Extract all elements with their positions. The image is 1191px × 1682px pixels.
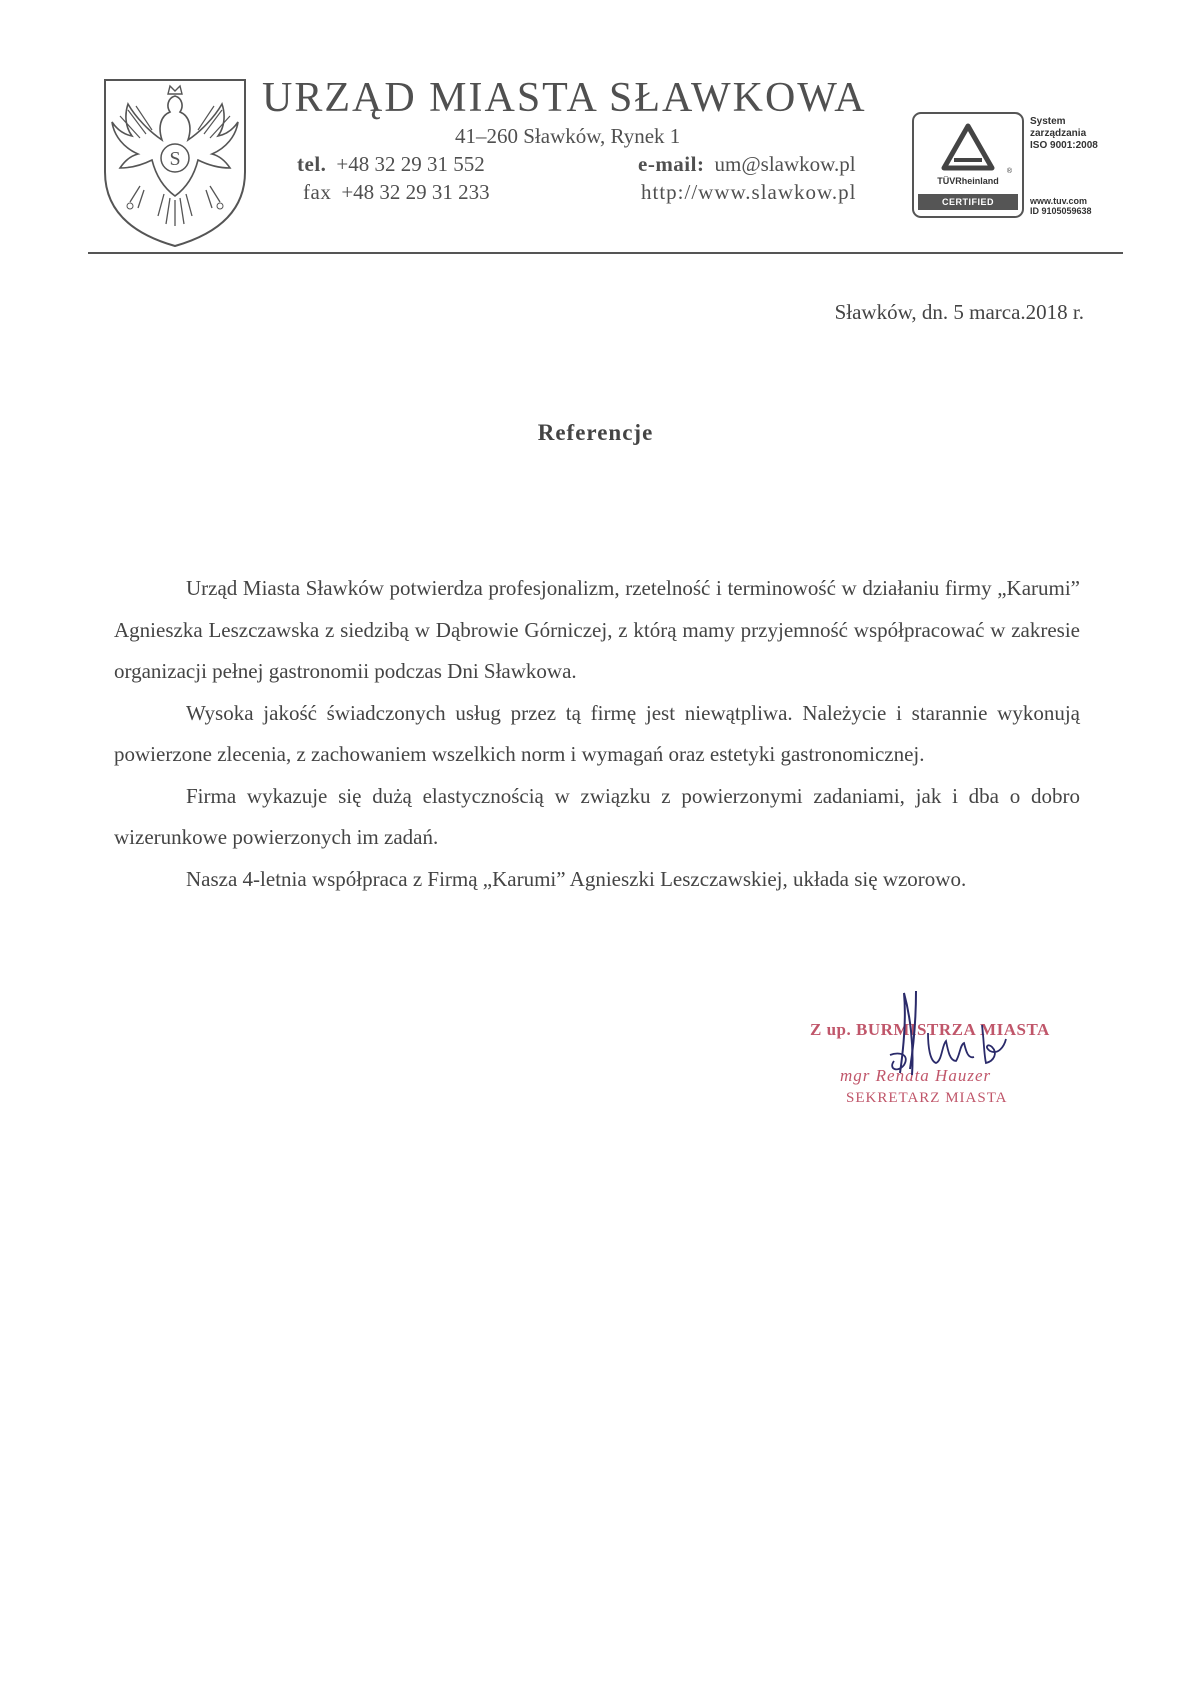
tuv-triangle-icon [940, 122, 996, 174]
registered-mark-icon: ® [1006, 168, 1012, 175]
svg-text:S: S [169, 148, 181, 170]
phone-label: tel. [297, 152, 327, 176]
coat-of-arms-eagle-icon [100, 76, 250, 248]
office-title: URZĄD MIASTA SŁAWKOWA [262, 75, 867, 121]
letterhead-divider [88, 252, 1123, 254]
iso-line: System [1030, 116, 1066, 127]
certificate-id: ID 9105059638 [1030, 206, 1092, 216]
stamp-signatory: mgr Renata Hauzer [840, 1066, 992, 1085]
email-label: e-mail: [638, 152, 705, 176]
phone-number: +48 32 29 31 552 [336, 152, 485, 176]
fax-number: +48 32 29 31 233 [341, 180, 490, 204]
phone-line [297, 152, 485, 177]
letter-subject: Referencje [537, 420, 654, 445]
email-line [638, 152, 856, 177]
certification-site [1030, 196, 1120, 216]
stamp-position: SEKRETARZ MIASTA [846, 1090, 1008, 1106]
letter-date: Sławków, dn. 5 marca.2018 r. [834, 300, 1084, 324]
body-paragraph: Firma wykazuje się dużą elastycznością w związku z powierzonymi zadaniami, jak i dba o dobro wizerunkowe powierzonych im zadań. [114, 783, 1080, 849]
fax-line [303, 180, 490, 205]
iso-system-text [1030, 116, 1120, 152]
stamp-authority: Z up. BURMISTRZA MIASTA [810, 1020, 1050, 1039]
website-link[interactable]: http://www.slawkow.pl [641, 180, 857, 204]
email-address[interactable]: um@slawkow.pl [714, 152, 856, 176]
fax-label: fax [303, 180, 332, 204]
certification-badge [912, 112, 1024, 218]
body-paragraph: Urząd Miasta Sławków potwierdza profesjonalizm, rzetelność i terminowość w działaniu firmy „Karumi” Agnieszka Leszczawska z siedzibą w Dąbrowie Górniczej, z którą mamy przyjemność współpracować w zakresie organizacji pełnej gastronomii podczas Dni Sławkowa. [114, 576, 1080, 683]
certified-label: CERTIFIED [918, 194, 1018, 210]
tuv-website: www.tuv.com [1030, 196, 1088, 206]
body-paragraph: Wysoka jakość świadczonych usług przez tą firmę jest niewątpliwa. Należycie i starannie wykonują powierzone zlecenia, z zachowaniem wszelkich norm i wymagań oraz estetyki gastronomicznej. [114, 700, 1080, 766]
iso-line: zarządzania [1030, 128, 1087, 139]
letter-body [114, 568, 1080, 900]
handwritten-signature [870, 985, 1030, 1085]
iso-line: ISO 9001:2008 [1030, 140, 1098, 151]
office-address: 41–260 Sławków, Rynek 1 [455, 124, 681, 148]
tuv-brand: TÜVRheinland [937, 176, 999, 186]
website-line [641, 180, 856, 205]
body-paragraph: Nasza 4-letnia współpraca z Firmą „Karumi” Agnieszki Leszczawskiej, układa się wzorowo. [186, 866, 967, 891]
